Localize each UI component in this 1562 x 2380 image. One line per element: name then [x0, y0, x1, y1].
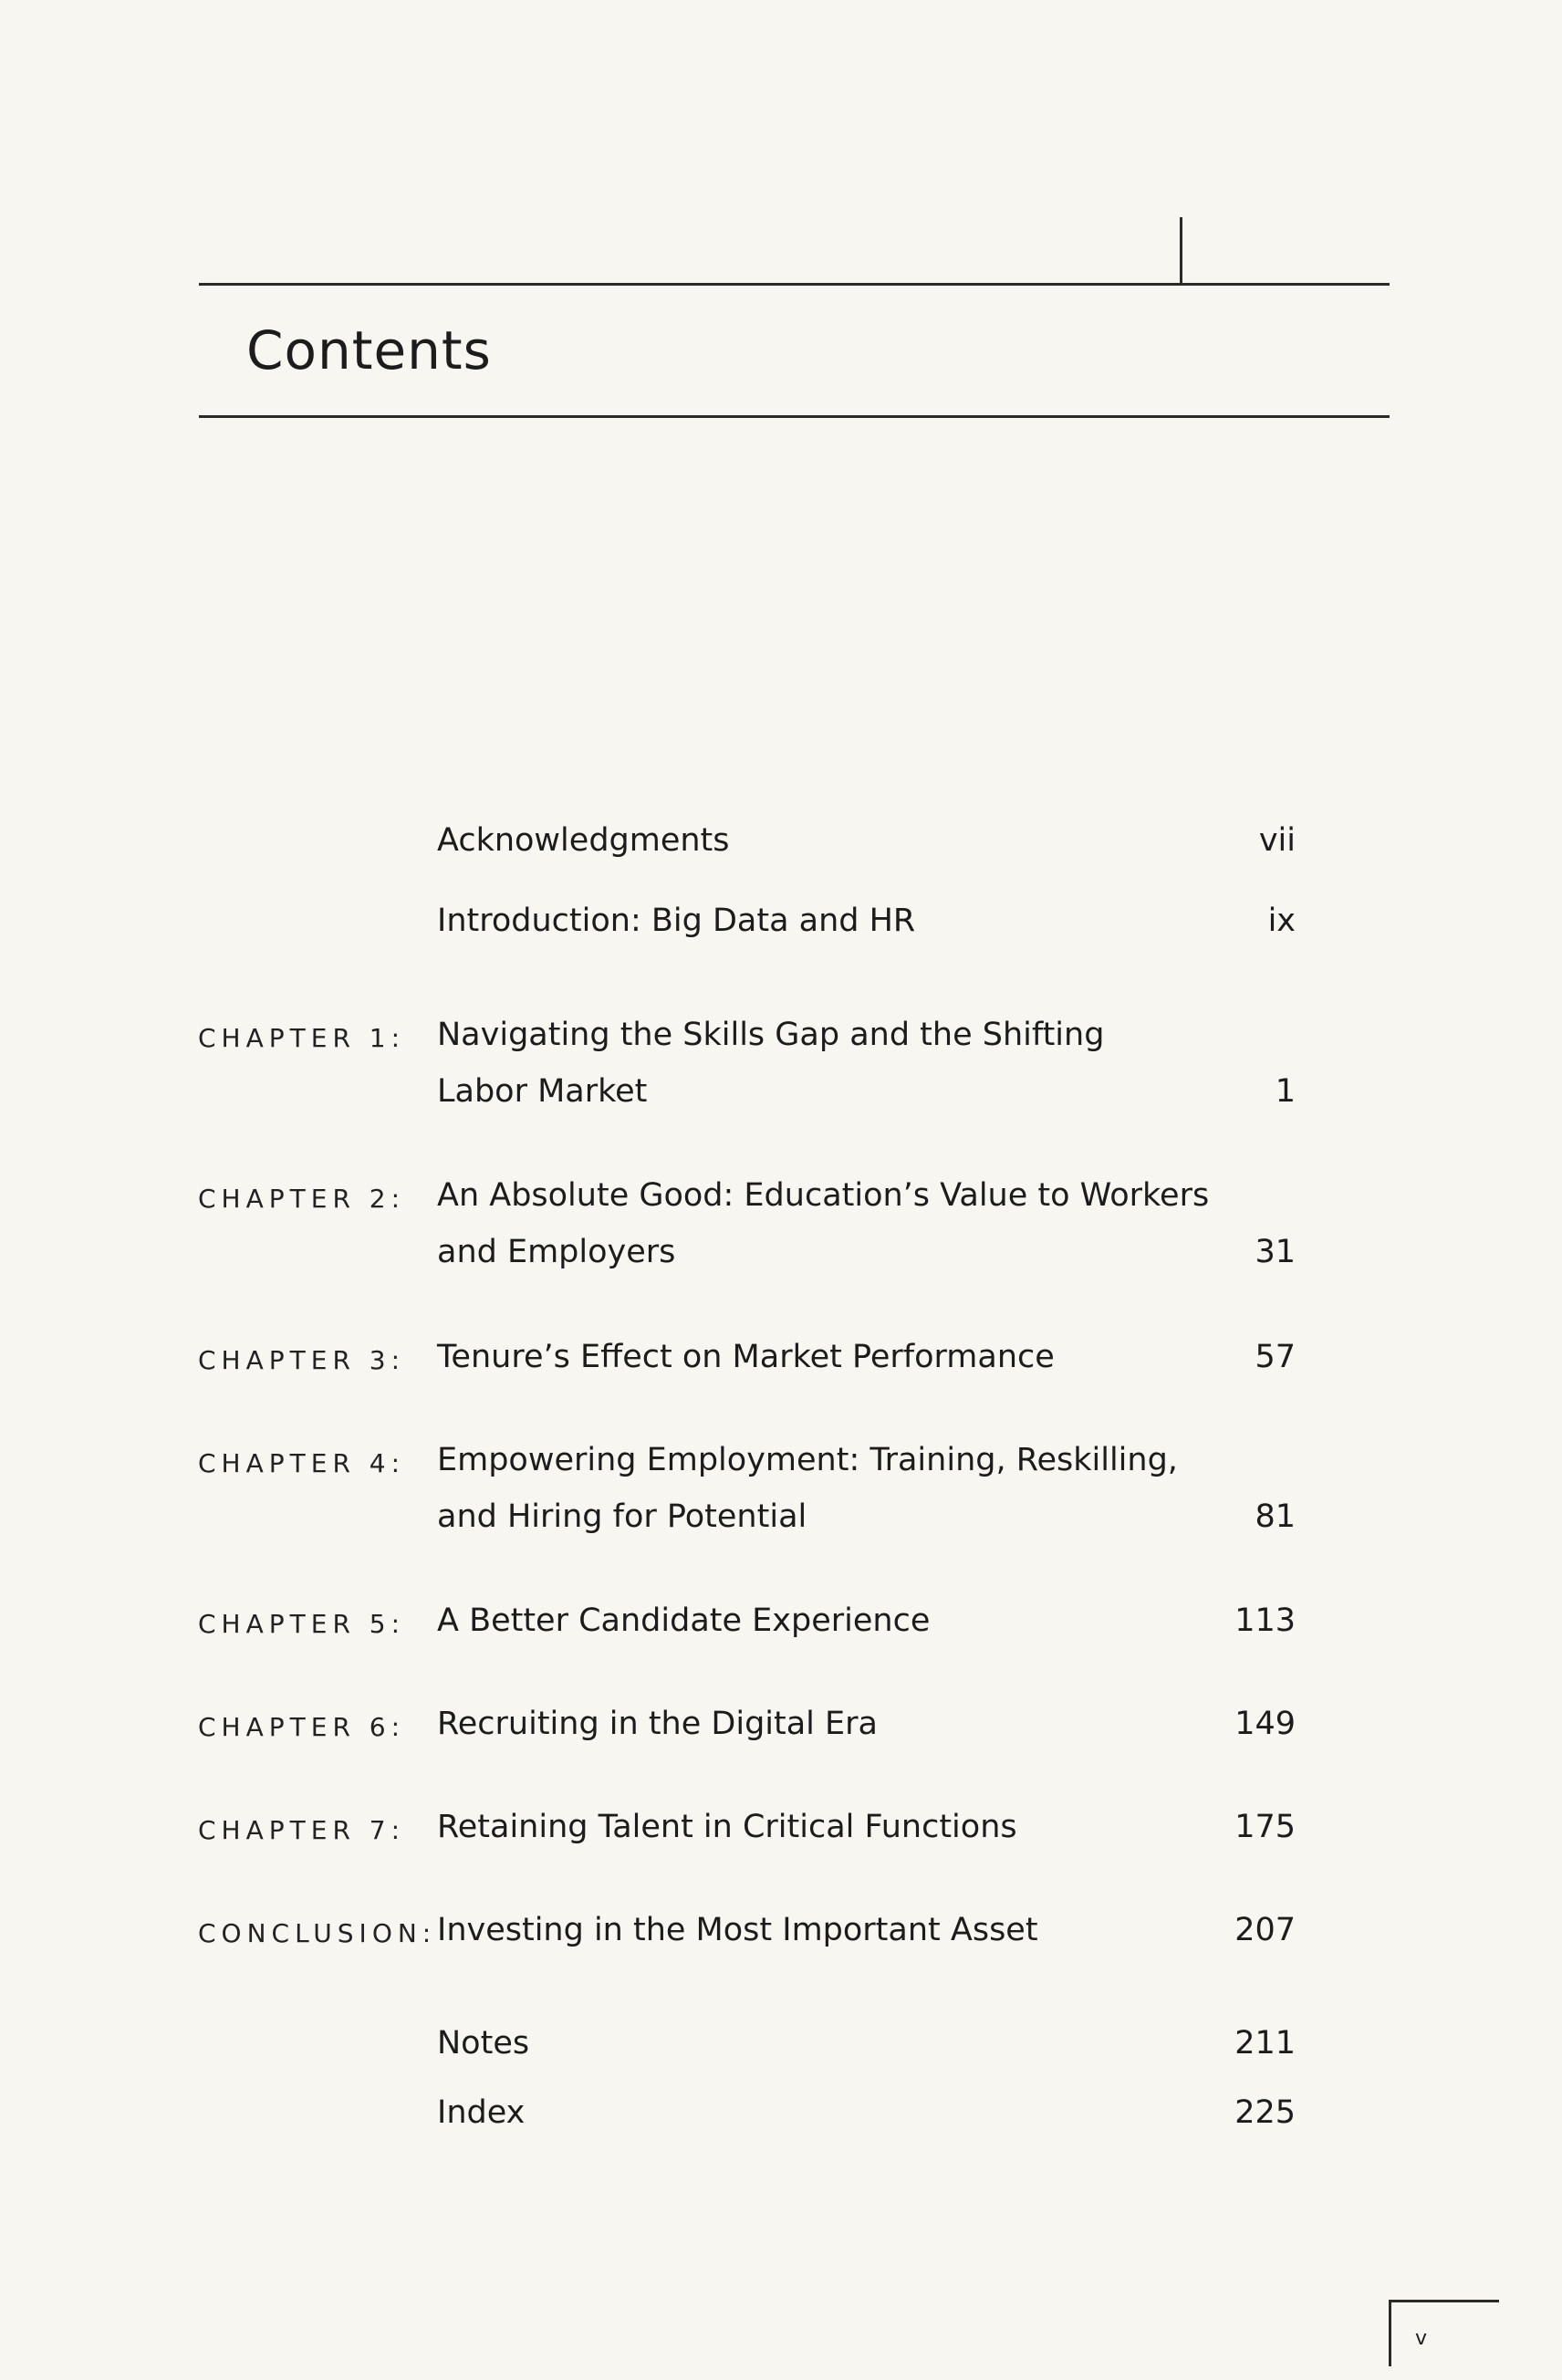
toc-entry-title: Notes	[437, 2025, 530, 2062]
toc-entry-title: An Absolute Good: Education’s Value to Workers and Employers	[437, 1177, 1210, 1270]
toc-entry-page: 31	[1255, 1234, 1296, 1270]
toc-entry-title: Investing in the Most Important Asset	[437, 1912, 1038, 1948]
toc-entry-label: CONCLUSION:	[198, 1918, 437, 1948]
heading-rule-bottom	[199, 415, 1390, 418]
toc-entry-page: 175	[1234, 1809, 1296, 1845]
toc-entry-page: 149	[1234, 1706, 1296, 1742]
toc-entry-page: vii	[1258, 822, 1296, 859]
heading-rule-top	[199, 283, 1390, 286]
folio-corner-mark	[1389, 2300, 1499, 2366]
toc-entry-label: CHAPTER 7:	[198, 1815, 406, 1845]
toc-entry-page: 57	[1255, 1339, 1296, 1375]
toc-entry-title: A Better Candidate Experience	[437, 1602, 931, 1639]
toc-entry-title: Empowering Employment: Training, Reskilling, and Hiring for Potential	[437, 1442, 1178, 1535]
toc-entry-label: CHAPTER 4:	[198, 1448, 406, 1478]
toc-entry-page: 81	[1255, 1498, 1296, 1535]
toc-entry-title: Recruiting in the Digital Era	[437, 1706, 878, 1742]
toc-entry-title: Tenure’s Effect on Market Performance	[437, 1339, 1055, 1375]
toc-entry-page: 211	[1234, 2025, 1296, 2062]
page-title: Contents	[246, 319, 492, 381]
toc-entry-page: 113	[1234, 1602, 1296, 1639]
toc-entry-page: 225	[1234, 2094, 1296, 2131]
toc-entry-label: CHAPTER 2:	[198, 1184, 406, 1214]
toc-entry-title: Introduction: Big Data and HR	[437, 903, 916, 939]
toc-entry-label: CHAPTER 1:	[198, 1023, 406, 1053]
toc-entry-title: Index	[437, 2094, 526, 2131]
toc-entry-title: Acknowledgments	[437, 822, 730, 859]
toc-entry-page: 207	[1234, 1912, 1296, 1948]
page-number: v	[1415, 2327, 1428, 2350]
toc-entry-page: ix	[1267, 903, 1296, 939]
toc-entry-label: CHAPTER 6:	[198, 1712, 406, 1742]
heading-rule-tick	[1180, 217, 1182, 285]
toc-entry-label: CHAPTER 5:	[198, 1609, 406, 1639]
toc-entry-title: Retaining Talent in Critical Functions	[437, 1809, 1017, 1845]
toc-entry-label: CHAPTER 3:	[198, 1345, 406, 1375]
toc-entry-title: Navigating the Skills Gap and the Shifting Labor Market	[437, 1017, 1105, 1110]
toc-entry-page: 1	[1275, 1073, 1296, 1110]
